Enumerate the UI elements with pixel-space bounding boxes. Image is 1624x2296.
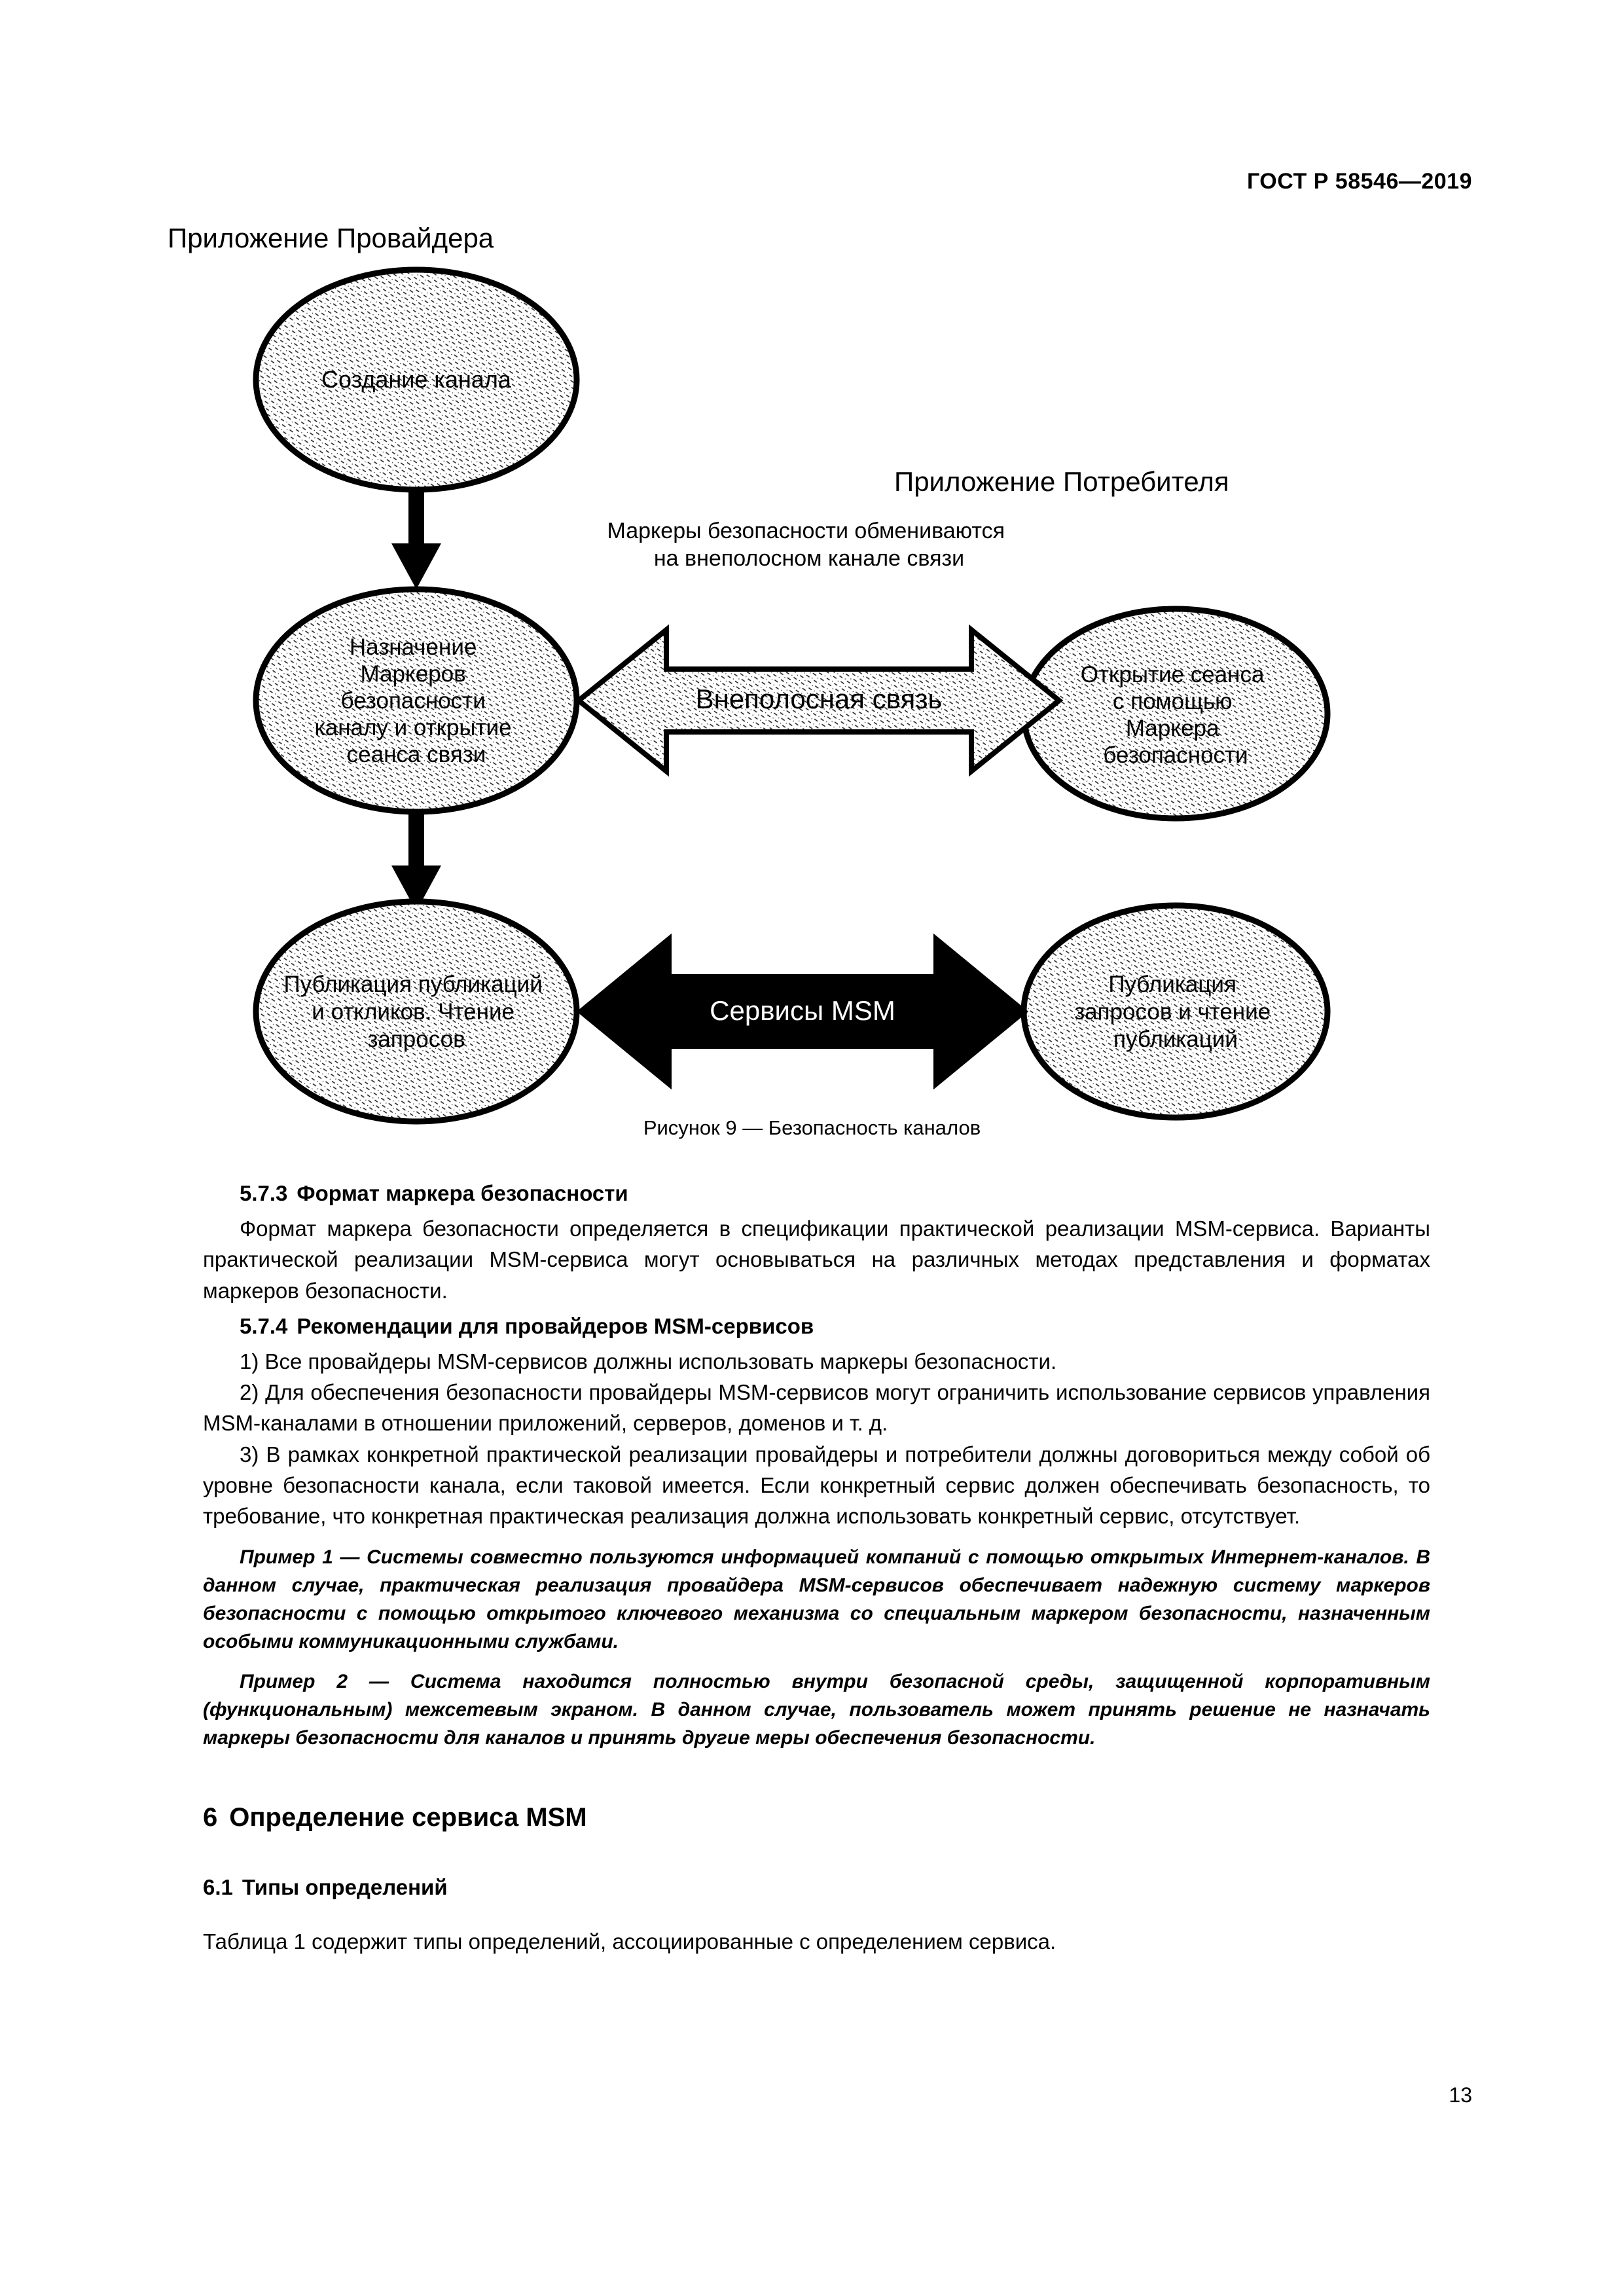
arrow-create-to-assign <box>391 490 441 589</box>
node-label: Назначение Маркеров безопасности каналу и открытие сеанса связи <box>314 634 512 767</box>
node-create-channel <box>256 270 577 490</box>
arrow-label: Сервисы MSM <box>710 995 895 1026</box>
heading-title: Рекомендации для провайдеров MSM-сервисов <box>297 1313 814 1338</box>
heading-number: 6.1 <box>203 1875 233 1900</box>
heading-6 <box>203 1800 1430 1834</box>
list-item-2: 2) Для обеспечения безопасности провайдеры MSM-сервисов могут ограничить использование сервисов управления MSM-каналами в отношении приложений, серверов, доменов и т. д. <box>203 1380 1430 1436</box>
heading-title: Формат маркера безопасности <box>297 1181 628 1205</box>
example-2: Пример 2 — Система находится полностью внутри безопасной среды, защищенной корпоративным (функциональным) межсетевым экраном. В данном случае, пользователь может принять решение не назначать маркеры безопасности для каналов и принять другие меры обеспечения безопасности. <box>203 1670 1430 1749</box>
node-label: Создание канала <box>321 366 511 393</box>
figure-caption: Рисунок 9 — Безопасность каналов <box>643 1116 981 1139</box>
heading-number: 6 <box>203 1803 218 1832</box>
node-publish-replies <box>256 902 577 1121</box>
node-assign-markers <box>256 589 577 812</box>
example-1: Пример 1 — Системы совместно пользуются информацией компаний с помощью открытых Интернет-каналов. В данном случае, практическая реализация провайдера MSM-сервисов обеспечивает надежную систему маркеров безопасности с помощью открытого ключевого механизма со специальным маркером безопасности, назначенным особыми коммуникационными службами. <box>203 1546 1430 1653</box>
heading-number: 5.7.4 <box>240 1313 288 1338</box>
page-number: 13 <box>1449 2083 1472 2107</box>
paragraph-5-7-3: Формат маркера безопасности определяется в спецификации практической реализации MSM-сервиса. Варианты практической реализации MSM-сервиса могут основываться на различных методах представления и форматах маркеров безопасности. <box>203 1216 1430 1303</box>
heading-5-7-4 <box>203 1311 1430 1342</box>
heading-6-1 <box>203 1872 1430 1903</box>
node-publish-requests <box>1024 905 1327 1118</box>
paragraph-6-1: Таблица 1 содержит типы определений, ассоциированные с определением сервиса. <box>203 1929 1056 1954</box>
node-label: Публикация публикаций и откликов. Чтение запросов <box>283 972 543 1052</box>
figure-consumer-label: Приложение Потребителя <box>894 466 1229 497</box>
list-item-3: 3) В рамках конкретной практической реализации провайдеры и потребители должны договориться между собой об уровне безопасности канала, если таковой имеется. Если конкретный сервис должен обеспечивать безопасность, то требование, что конкретная практическая реализация должна использовать конкретный сервис, отсутствует. <box>203 1442 1430 1529</box>
list-item-1: 1) Все провайдеры MSM-сервисов должны использовать маркеры безопасности. <box>240 1349 1057 1374</box>
heading-title: Типы определений <box>242 1875 448 1900</box>
oob-note-text: Маркеры безопасности обмениваются на внеполосном канале связи <box>607 519 1005 571</box>
node-label: Открытие сеанса с помощью Маркера безопасности <box>1080 662 1265 768</box>
arrow-assign-to-publish <box>391 812 441 911</box>
running-head: ГОСТ Р 58546—2019 <box>1246 169 1472 194</box>
node-open-session <box>1024 609 1327 818</box>
figure-provider-label: Приложение Провайдера <box>168 223 494 253</box>
heading-number: 5.7.3 <box>240 1181 288 1205</box>
arrow-msm-services <box>579 936 1026 1087</box>
figure-9-diagram <box>154 216 1477 1133</box>
diagram-canvas <box>154 216 1477 1133</box>
heading-title: Определение сервиса MSM <box>229 1803 587 1832</box>
heading-5-7-3 <box>203 1178 1430 1209</box>
arrow-label: Внеполосная связь <box>695 683 943 714</box>
node-label: Публикация запросов и чтение публикаций <box>1074 972 1271 1052</box>
arrow-out-of-band <box>579 630 1059 771</box>
body-content <box>203 1178 1430 1958</box>
